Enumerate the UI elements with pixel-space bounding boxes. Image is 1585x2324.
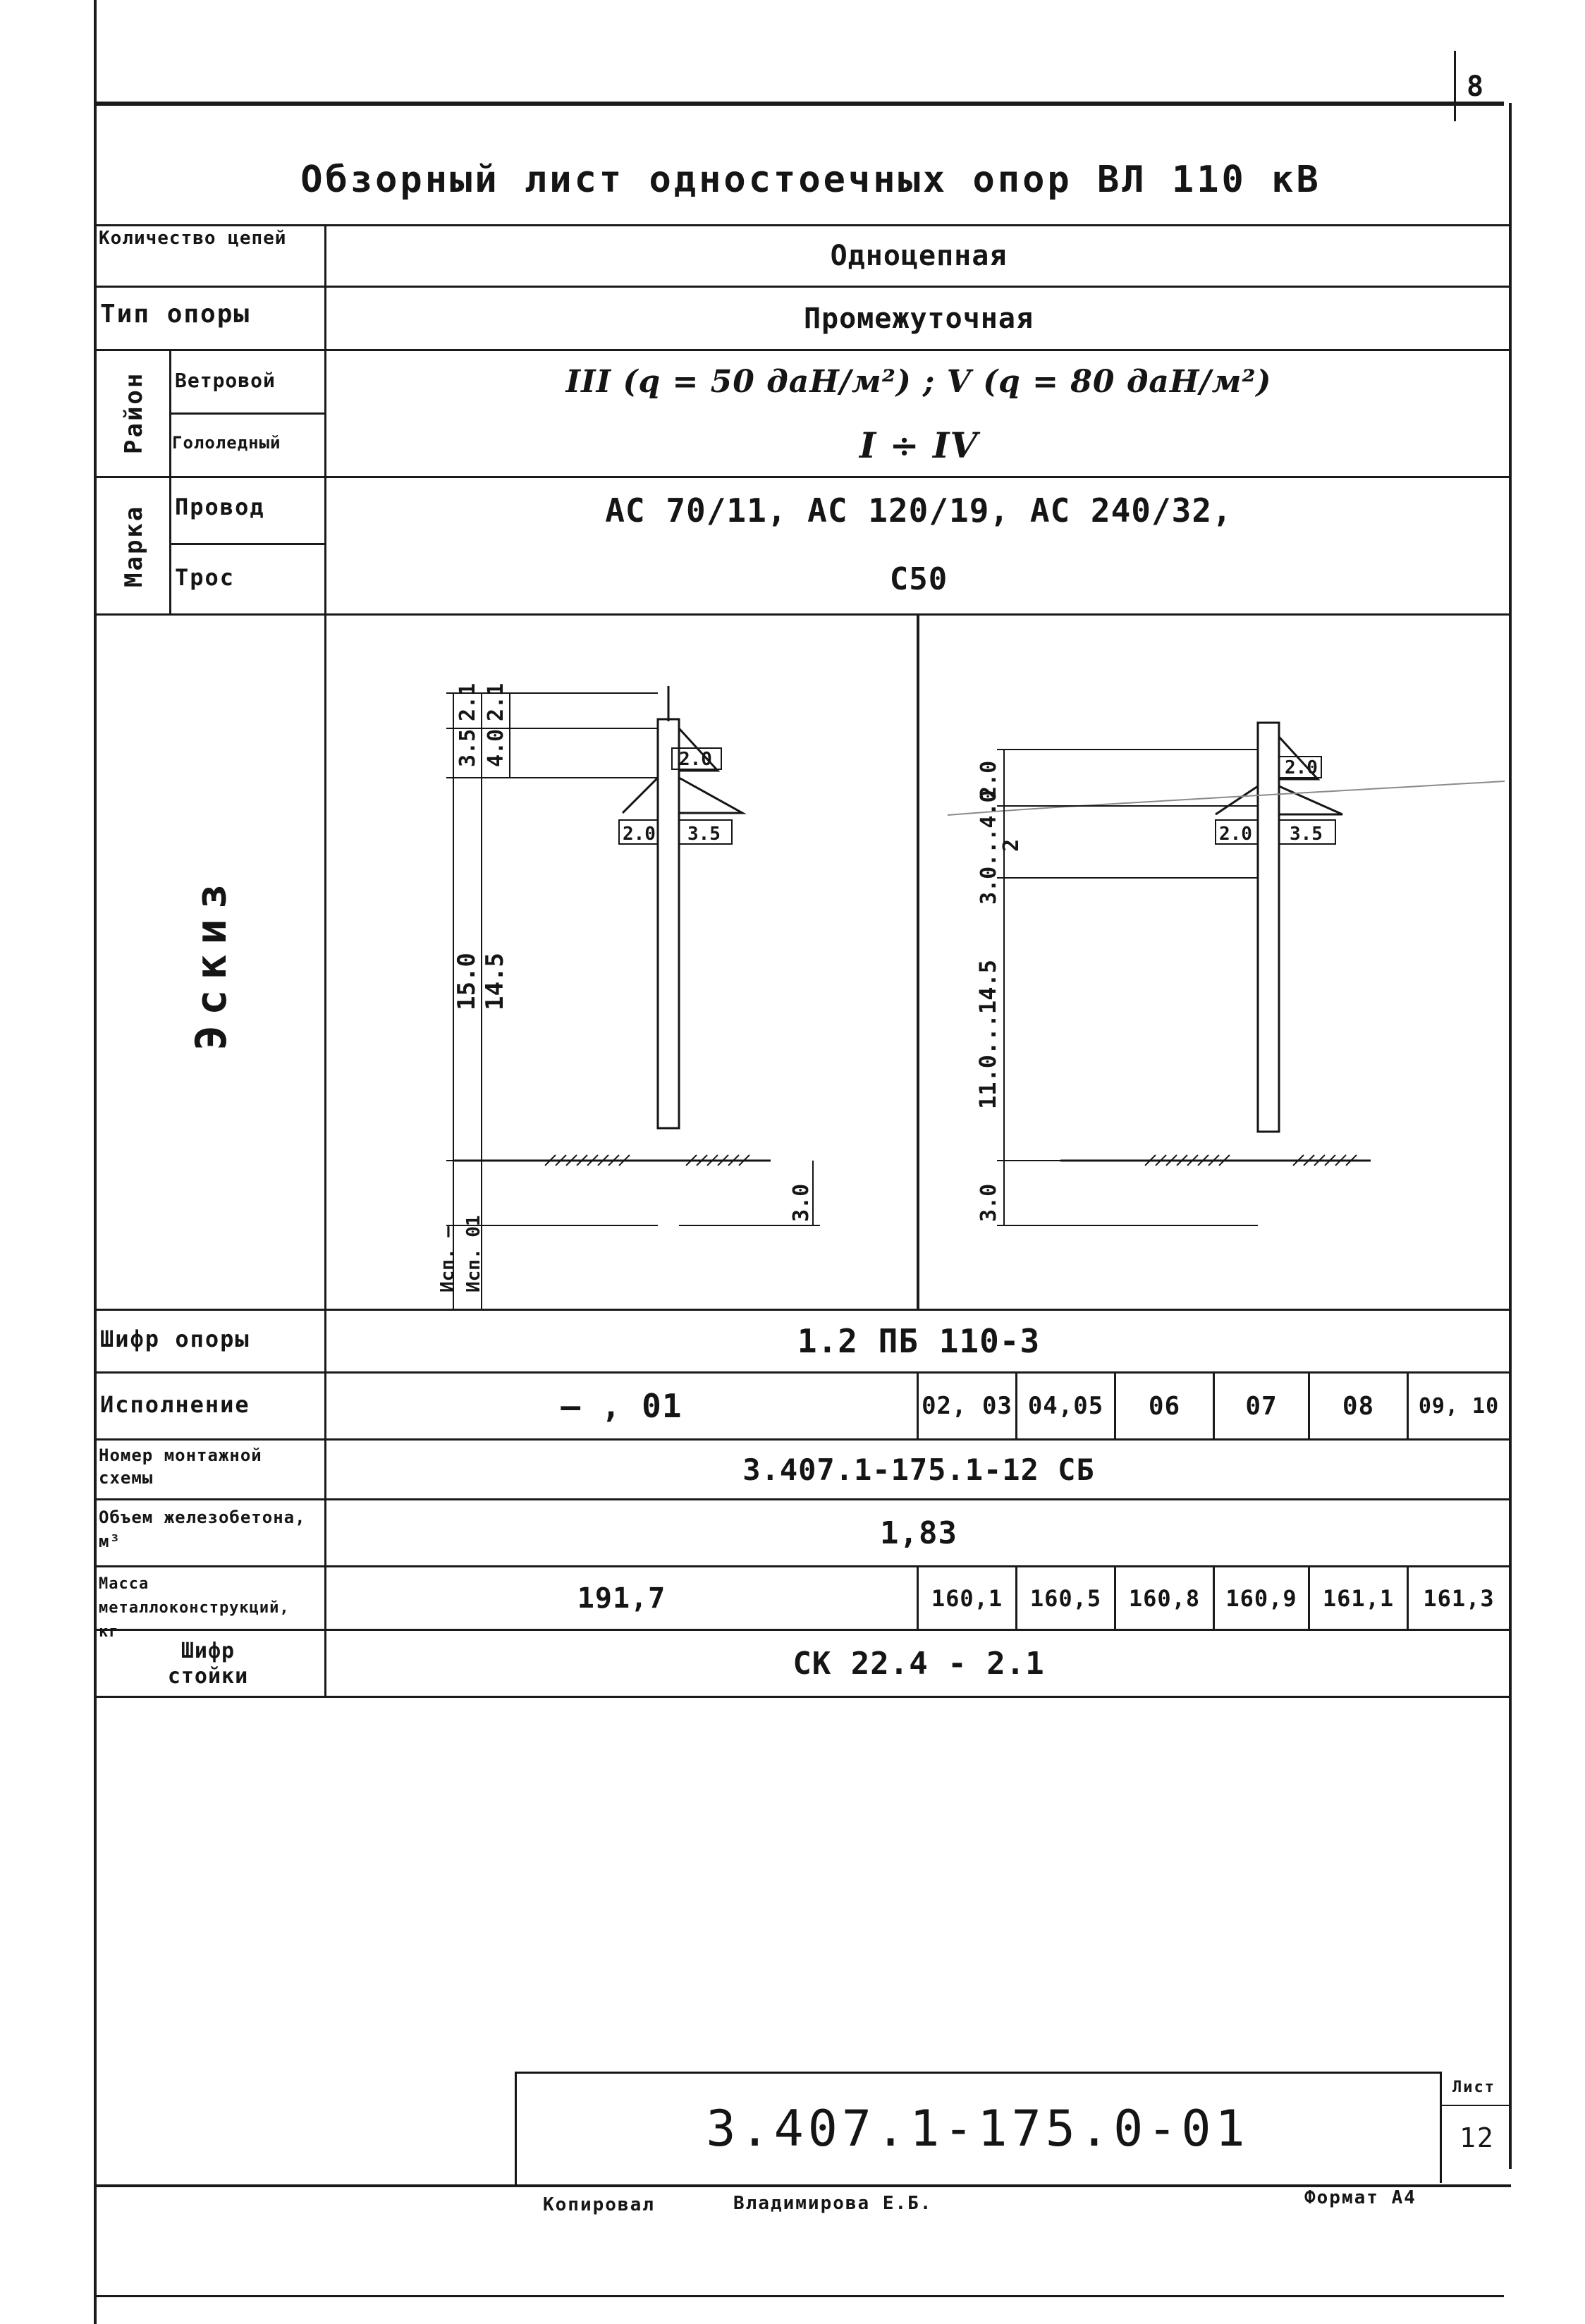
dim-right-main: 11.0...14.5 [974, 960, 1001, 1109]
cable-value: С50 [889, 561, 948, 597]
page-title: Обзорный лист одностоечных опор ВЛ 110 кВ [300, 159, 1321, 201]
cable-label: Трос [175, 564, 235, 591]
wire-value: АС 70/11, АС 120/19, АС 240/32, [605, 491, 1232, 530]
dim-left-version-a: Исп. — [437, 1226, 458, 1292]
dim-left-3-5: 3.5 [455, 728, 480, 767]
pole-right [1258, 723, 1279, 1132]
dim-left-15-0: 15.0 [453, 953, 481, 1010]
copied-by-name: Владимирова Е.Б. [733, 2193, 933, 2214]
metal-cell: 161,1 [1322, 1584, 1395, 1612]
dim-right-3-4: 3.0...4.0 [977, 790, 1001, 905]
metal-cell: 161,3 [1423, 1584, 1495, 1612]
pole-left [658, 686, 679, 1128]
metal-cell: 160,9 [1225, 1584, 1297, 1612]
pencil-stroke [948, 781, 1505, 815]
wind-value: III (q = 50 даН/м²) ; V (q = 80 даН/м²) [565, 364, 1272, 400]
concrete-label: Объем железобетона, м³ [99, 1507, 306, 1551]
sketch-right-drawing [919, 616, 1509, 1309]
brand-label: Марка [120, 504, 148, 587]
wind-label: Ветровой [175, 369, 276, 392]
metal-cell: 160,1 [931, 1584, 1003, 1612]
support-code-label: Шифр опоры [100, 1326, 250, 1352]
column-label: Шифр стойки [167, 1639, 249, 1689]
dim-left-4-0: 4.0 [484, 728, 508, 767]
format-label: Формат А4 [1304, 2187, 1416, 2208]
support-code-value: 1.2 ПБ 110-3 [797, 1322, 1041, 1360]
sketch-label: Эскиз [187, 874, 236, 1051]
sheet-number: 12 [1459, 2122, 1495, 2153]
support-type-label: Тип опоры [100, 300, 251, 329]
ice-label: Гололедный [172, 433, 281, 453]
dim-left-3-0: 3.0 [789, 1183, 814, 1222]
frame-right [1509, 103, 1512, 2169]
dim-left-upper-arm: 2.0 [679, 749, 712, 770]
scheme-value: 3.407.1-175.1-12 СБ [742, 1452, 1095, 1487]
corner-box-line [1454, 51, 1456, 121]
concrete-value: 1,83 [880, 1515, 957, 1551]
circuits-value: Одноцепная [830, 240, 1008, 272]
version-cell: 07 [1245, 1391, 1278, 1421]
support-type-value: Промежуточная [803, 302, 1034, 335]
sheet-label: Лист [1452, 2079, 1495, 2096]
vline [169, 349, 171, 613]
dim-left-version-b: Исп. 01 [463, 1215, 484, 1292]
metal-cell: 160,8 [1128, 1584, 1201, 1612]
wire-label: Провод [175, 494, 265, 520]
dim-left-lower-arm-b: 3.5 [687, 824, 721, 845]
hline [169, 543, 324, 545]
bottom-rule [94, 2295, 1504, 2297]
dimension-lines-right [997, 750, 1258, 1225]
column-value: СК 22.4 - 2.1 [792, 1645, 1045, 1682]
dim-right-upper-arm: 2.0 [1285, 757, 1318, 778]
dim-right-top: 2.0 [977, 760, 1001, 799]
versions-label: Исполнение [100, 1391, 250, 1418]
hline [169, 412, 324, 415]
hline [94, 1696, 1511, 1698]
metal-label: Масса металлоконструкций, кг [99, 1575, 290, 1641]
dim-right-3-0: 3.0 [977, 1183, 1001, 1222]
dim-left-14-5: 14.5 [481, 953, 509, 1010]
dim-left-top-a: 2.1 [455, 683, 480, 721]
dim-left-lower-arm-a: 2.0 [623, 824, 656, 845]
version-cell: 06 [1148, 1391, 1181, 1421]
version-cell: — , 01 [561, 1387, 683, 1425]
sheet-box-divider [1442, 2105, 1509, 2106]
dim-right-lower-arm-b: 3.5 [1290, 824, 1323, 845]
metal-cell: 191,7 [577, 1582, 666, 1615]
region-label: Район [120, 371, 148, 454]
dim-left-top-b: 2.1 [484, 683, 508, 721]
ice-value: I ÷ IV [859, 424, 979, 466]
dim-right-2: 2 [999, 838, 1024, 852]
dim-right-lower-arm-a: 2.0 [1219, 824, 1252, 845]
frame-top [94, 103, 1504, 106]
scheme-label: Номер монтажной схемы [99, 1445, 262, 1488]
version-cell: 02, 03 [922, 1392, 1012, 1420]
version-cell: 09, 10 [1418, 1393, 1500, 1419]
circuits-label: Количество цепей [99, 228, 287, 249]
version-cell: 08 [1342, 1391, 1375, 1421]
sketch-left-drawing [326, 616, 917, 1309]
document-code: 3.407.1-175.0-01 [706, 2099, 1249, 2158]
version-cell: 04,05 [1027, 1392, 1104, 1420]
copied-by-label: Копировал [543, 2194, 655, 2215]
metal-cell: 160,5 [1029, 1584, 1102, 1612]
sheet-corner-number: 8 [1467, 71, 1486, 103]
